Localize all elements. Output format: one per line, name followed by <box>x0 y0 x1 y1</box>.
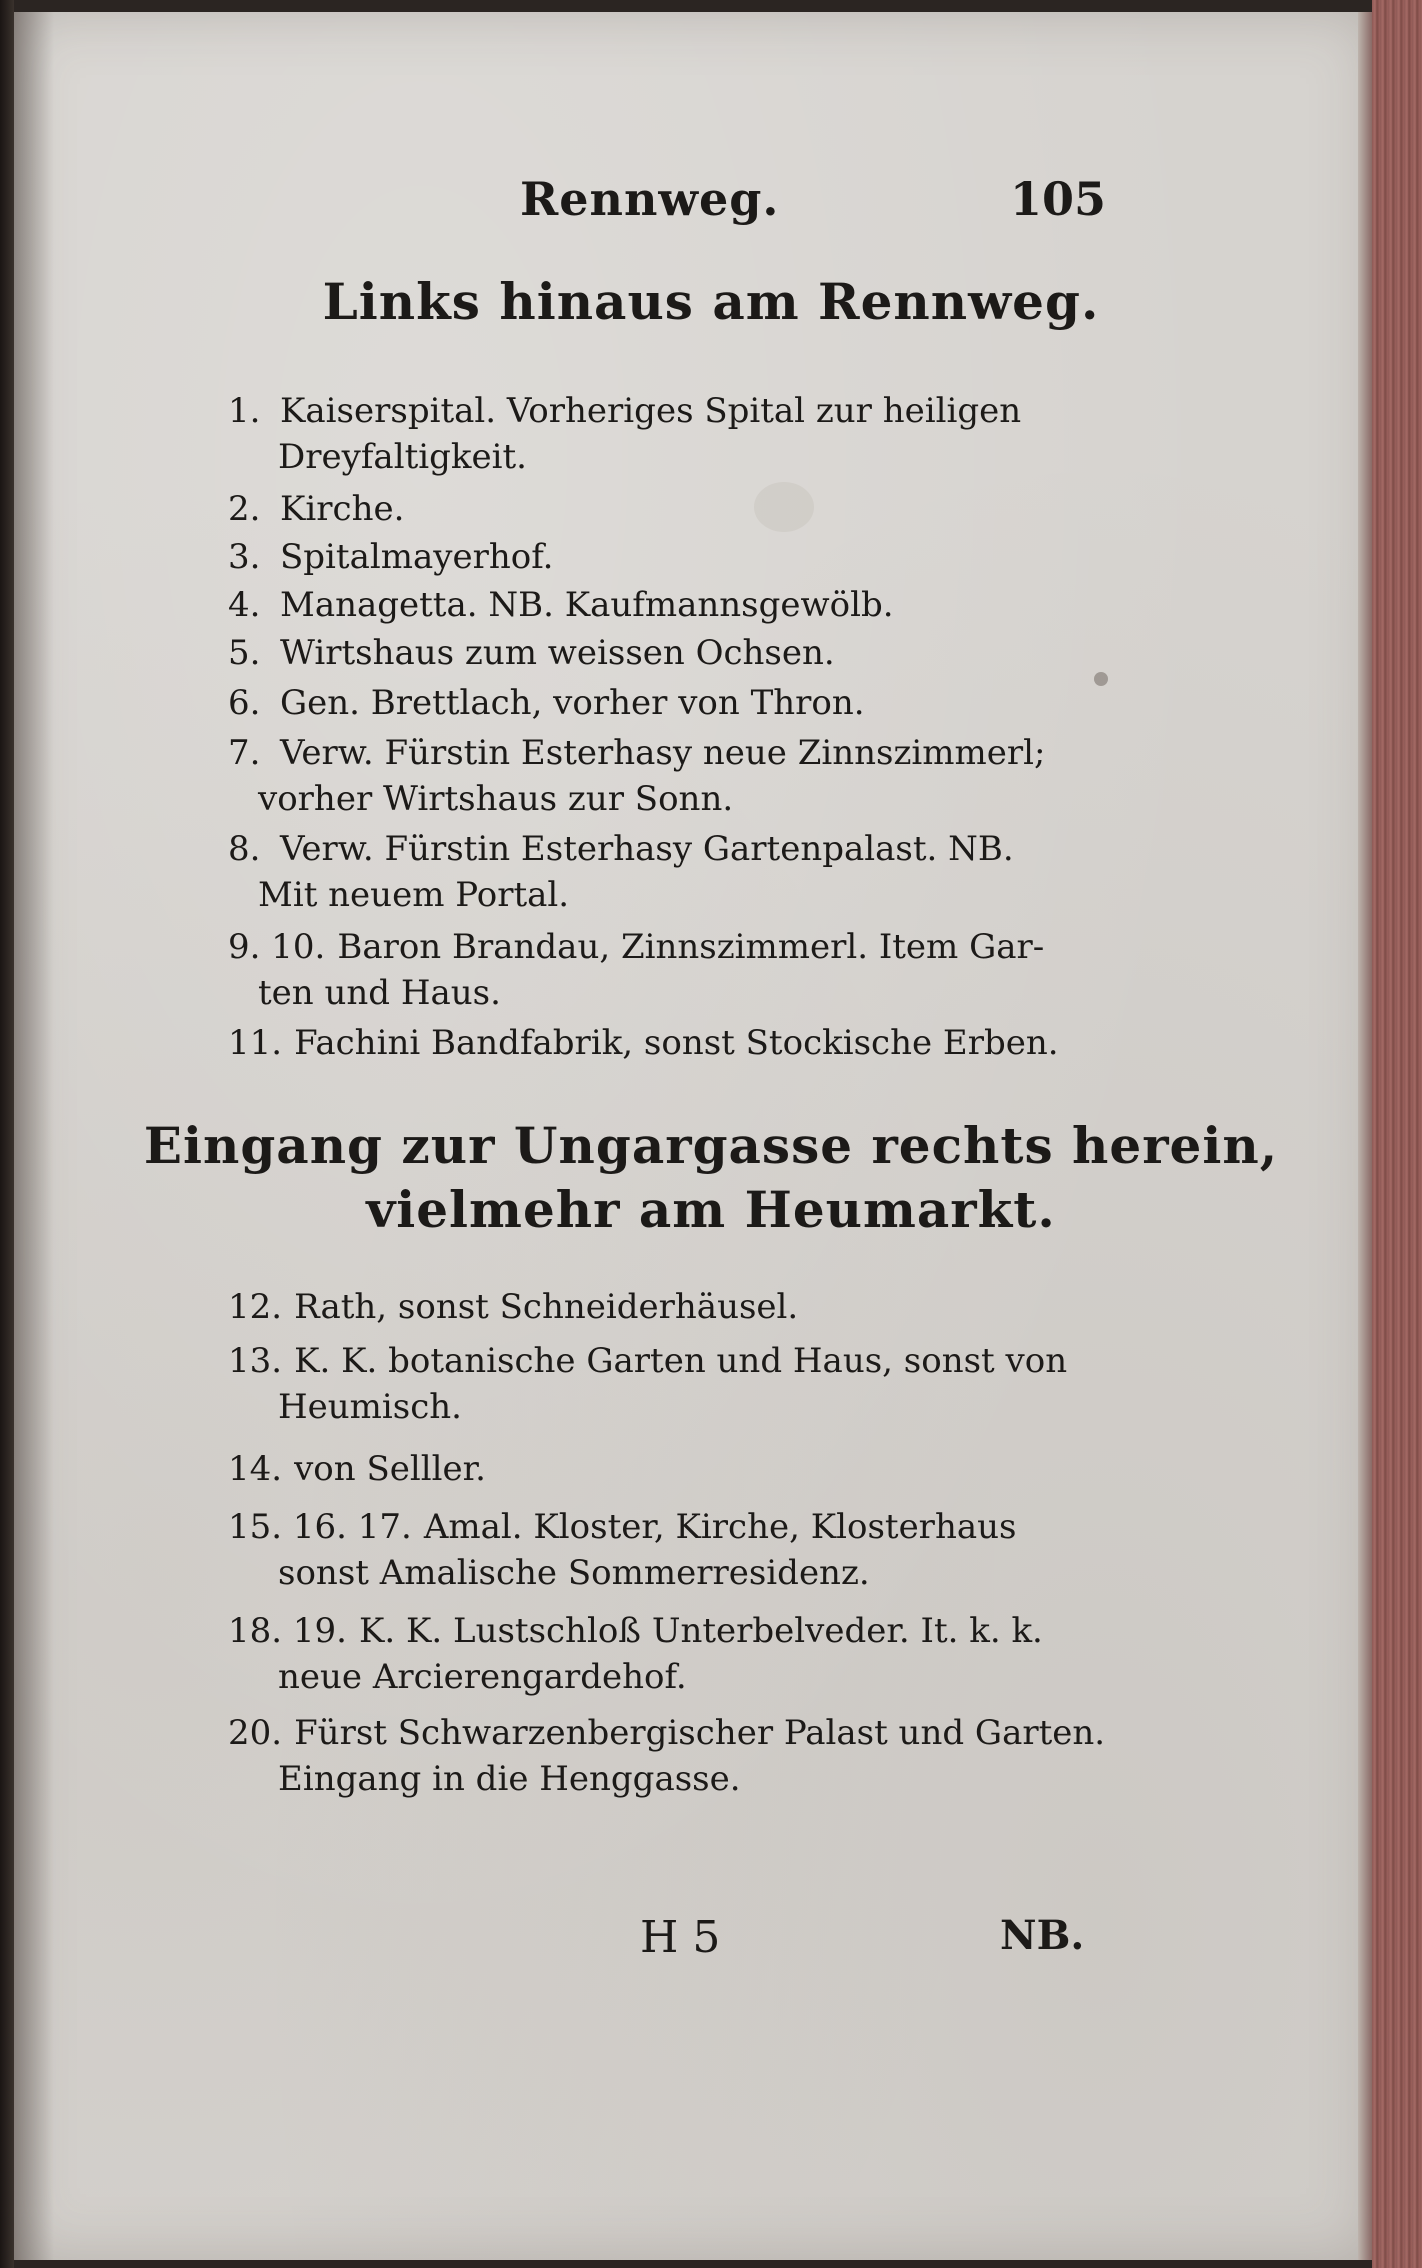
entry-number: 4. <box>228 585 261 625</box>
running-head-title: Rennweg. <box>520 172 780 226</box>
entry-number: 3. <box>228 537 261 577</box>
entry-text: Rath, sonst Schneiderhäusel. <box>294 1287 799 1327</box>
entry-continuation: Mit neuem Portal. <box>258 875 570 915</box>
list-item-14 <box>228 1446 1128 1492</box>
entry-number: 8. <box>228 829 261 869</box>
section-heading-links-hinaus: Links hinaus am Rennweg. <box>322 272 1100 331</box>
page-number: 105 <box>1010 172 1107 226</box>
list-item-2 <box>228 486 1128 532</box>
entry-text: Verw. Fürstin Esterhasy Gartenpalast. NB. <box>280 829 1014 869</box>
entry-number: 20. <box>228 1713 283 1753</box>
list-item-1 <box>228 388 1128 480</box>
entry-number: 11. <box>228 1023 283 1063</box>
entry-number: 9. 10. <box>228 927 326 967</box>
list-item-18-19 <box>228 1608 1128 1700</box>
entry-text: Wirtshaus zum weissen Ochsen. <box>280 633 835 673</box>
catchword: NB. <box>1000 1912 1085 1959</box>
list-item-11 <box>228 1020 1128 1066</box>
entry-continuation: ten und Haus. <box>258 973 501 1013</box>
entry-number: 14. <box>228 1449 283 1489</box>
entry-continuation: neue Arcierengardehof. <box>278 1657 687 1697</box>
entry-text: K. K. botanische Garten und Haus, sonst von <box>294 1341 1068 1381</box>
entry-number: 6. <box>228 683 261 723</box>
entry-number: 2. <box>228 489 261 529</box>
entry-continuation: Eingang in die Henggasse. <box>278 1759 741 1799</box>
entry-number: 7. <box>228 733 261 773</box>
entry-continuation: Dreyfaltigkeit. <box>278 437 527 477</box>
entry-text: Verw. Fürstin Esterhasy neue Zinnszimmerl; <box>280 733 1046 773</box>
list-item-9-10 <box>228 924 1128 1016</box>
list-item-12 <box>228 1284 1128 1330</box>
section-heading-ungargasse-line1: Eingang zur Ungargasse rechts herein, <box>143 1116 1279 1175</box>
entry-text: Fürst Schwarzenbergischer Palast und Garten. <box>294 1713 1106 1753</box>
entry-number: 13. <box>228 1341 283 1381</box>
list-item-6 <box>228 680 1128 726</box>
entry-text: Fachini Bandfabrik, sonst Stockische Erben. <box>294 1023 1059 1063</box>
entry-number: 12. <box>228 1287 283 1327</box>
entry-number: 1. <box>228 391 261 431</box>
list-item-8 <box>228 826 1128 918</box>
entry-text: Gen. Brettlach, vorher von Thron. <box>280 683 865 723</box>
entry-text: von Selller. <box>294 1449 486 1489</box>
entry-number: 18. 19. <box>228 1611 347 1651</box>
list-item-5 <box>228 630 1128 676</box>
entry-text: Baron Brandau, Zinnszimmerl. Item Gar- <box>337 927 1045 967</box>
entry-continuation: vorher Wirtshaus zur Sonn. <box>258 779 734 819</box>
list-item-4 <box>228 582 1128 628</box>
entry-continuation: Heumisch. <box>278 1387 462 1427</box>
signature-mark: H 5 <box>640 1912 721 1963</box>
entry-number: 15. 16. 17. <box>228 1507 412 1547</box>
entry-text: Spitalmayerhof. <box>280 537 554 577</box>
running-head <box>0 172 1422 232</box>
entry-number: 5. <box>228 633 261 673</box>
section-heading-ungargasse-line2: vielmehr am Heumarkt. <box>366 1180 1056 1239</box>
entry-text: K. K. Lustschloß Unterbelveder. It. k. k. <box>358 1611 1043 1651</box>
list-item-20 <box>228 1710 1128 1802</box>
entry-continuation: sonst Amalische Sommerresidenz. <box>278 1553 870 1593</box>
entry-text: Amal. Kloster, Kirche, Klosterhaus <box>423 1507 1017 1547</box>
list-item-15-16-17 <box>228 1504 1128 1596</box>
list-item-7 <box>228 730 1128 822</box>
entry-text: Managetta. NB. Kaufmannsgewölb. <box>280 585 894 625</box>
list-item-13 <box>228 1338 1128 1430</box>
list-item-3 <box>228 534 1128 580</box>
entry-text: Kirche. <box>280 489 405 529</box>
entry-text: Kaiserspital. Vorheriges Spital zur heiligen <box>280 391 1022 431</box>
